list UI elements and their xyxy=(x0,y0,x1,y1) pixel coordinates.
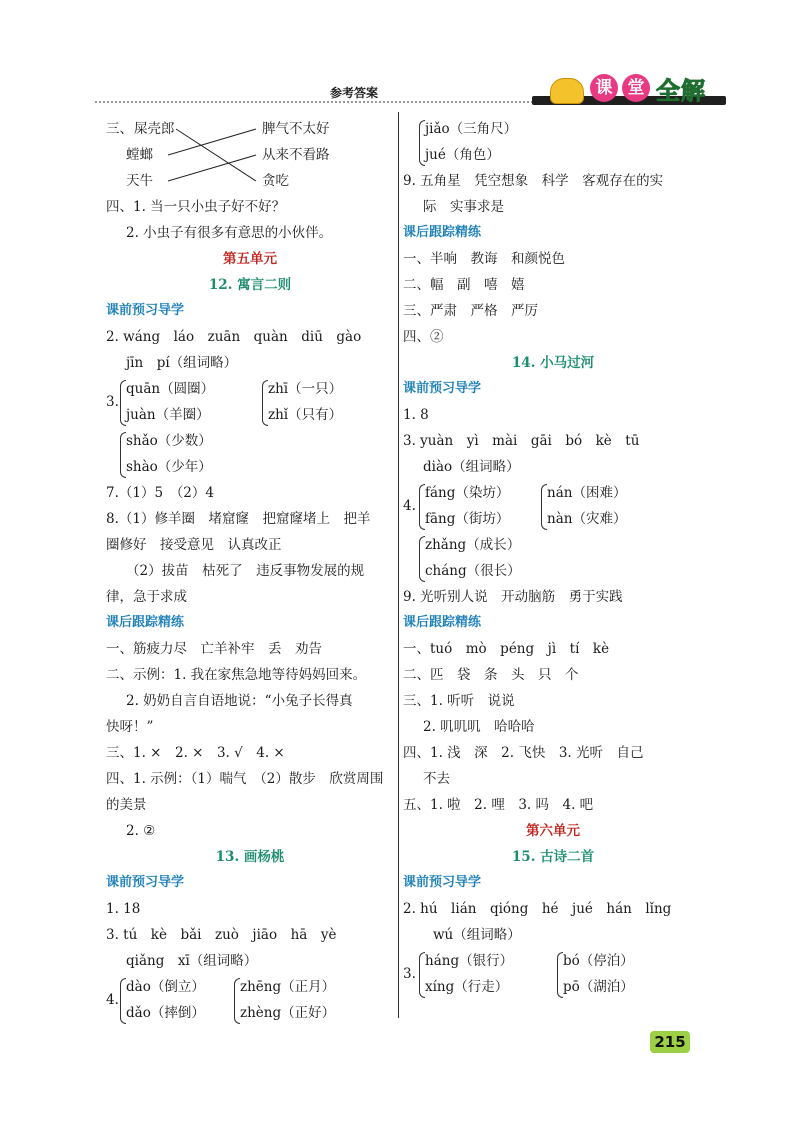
match-left-3: 天牛 xyxy=(126,173,153,189)
answer-line: 一、tuó mò péng jì tí kè xyxy=(403,641,610,657)
answer-line: 二、幅 副 嘻 嬉 xyxy=(403,277,525,293)
polyphone-group xyxy=(403,480,703,532)
answer-line: 律，急于求成 xyxy=(106,589,187,605)
answer-line: 快呀！” xyxy=(106,719,154,735)
polyphone: fāng（街坊） xyxy=(425,511,510,527)
lesson-title: 14. 小马过河 xyxy=(511,355,595,371)
answer-line: （2）拔苗 枯死了 违反事物发展的规 xyxy=(126,563,365,579)
answer-line: 2. ② xyxy=(126,823,156,839)
lesson-title: 12. 寓言二则 xyxy=(208,277,292,293)
answer-line: 的美景 xyxy=(106,797,147,813)
answer-line: 三、1. × 2. × 3. √ 4. × xyxy=(106,745,285,761)
answer-line: wú（组词略） xyxy=(433,927,521,943)
answer-line: qiǎng xī（组词略） xyxy=(126,953,258,969)
answer-line: 三、1. 听听 说说 xyxy=(403,693,515,709)
answer-line: 3. tú kè bǎi zuò jiāo hā yè xyxy=(106,927,337,943)
match-right-3: 贪吃 xyxy=(262,173,289,189)
section-heading: 课后跟踪精练 xyxy=(106,615,185,630)
brand-text: 全解 xyxy=(656,77,706,105)
polyphone: pō（湖泊） xyxy=(563,979,634,995)
polyphone: bó（停泊） xyxy=(563,953,634,969)
brand-char-1: 课 xyxy=(590,74,618,102)
answer-line: 三、严肃 严格 严厉 xyxy=(403,303,538,319)
polyphone: dào（倒立） xyxy=(126,979,205,995)
section-heading: 课前预习导学 xyxy=(403,381,482,396)
matching-answer xyxy=(106,116,394,194)
polyphone: nán（困难） xyxy=(547,485,627,501)
answer-line: 9. 光听别人说 开动脑筋 勇于实践 xyxy=(403,589,623,605)
answer-line: 2. 奶奶自言自语地说：“小兔子长得真 xyxy=(126,693,353,709)
column-divider xyxy=(398,112,399,1018)
answer-line: 四、1. 示例：（1）喘气 （2）散步 欣赏周围 xyxy=(106,771,384,787)
polyphone: fáng（染坊） xyxy=(425,485,510,501)
polyphone: nàn（灾难） xyxy=(547,511,627,527)
answer-line: jīn pí（组词略） xyxy=(126,355,238,371)
matching-lines xyxy=(168,116,262,194)
page-header-title: 参考答案 xyxy=(330,86,379,100)
answer-line: 2. hú lián qióng hé jué hán lǐng xyxy=(403,901,672,917)
answer-line: 圈修好 接受意见 认真改正 xyxy=(106,537,282,553)
item-number: 3. xyxy=(106,394,119,410)
polyphone-group xyxy=(106,428,394,480)
polyphone-group xyxy=(106,974,394,1026)
match-left-1: 屎壳郎 xyxy=(134,121,175,137)
answer-line: 一、筋疲力尽 亡羊补牢 丢 劝告 xyxy=(106,641,322,657)
answer-line: 二、示例：1. 我在家焦急地等待妈妈回来。 xyxy=(106,667,367,683)
lesson-title: 15. 古诗二首 xyxy=(511,849,595,865)
polyphone: dǎo（摔倒） xyxy=(126,1005,205,1021)
header-dotted-rule xyxy=(95,101,545,103)
answer-line: 3. yuàn yì mài gāi bó kè tū xyxy=(403,433,640,449)
section-heading: 课前预习导学 xyxy=(106,875,185,890)
answer-line: 不去 xyxy=(423,771,450,787)
polyphone: zhèng（正好） xyxy=(240,1005,336,1021)
polyphone: shào（少年） xyxy=(126,459,212,475)
answer-line: 2. 小虫子有很多有意思的小伙伴。 xyxy=(126,225,333,241)
brand-logo xyxy=(532,74,728,108)
answer-line: 二、匹 袋 条 头 只 个 xyxy=(403,667,579,683)
section-heading: 课后跟踪精练 xyxy=(403,225,482,240)
polyphone: quān（圆圈） xyxy=(126,381,215,397)
polyphone: shǎo（少数） xyxy=(126,433,212,449)
lesson-title: 13. 画杨桃 xyxy=(215,849,285,865)
answer-line: 2. wáng láo zuān quàn diū gào xyxy=(106,329,362,345)
item-number: 3. xyxy=(403,966,416,982)
answer-line: 1. 18 xyxy=(106,901,141,917)
polyphone: zhī（一只） xyxy=(268,381,343,397)
polyphone-group xyxy=(403,116,703,168)
unit-heading: 第五单元 xyxy=(223,251,277,267)
section-heading: 课后跟踪精练 xyxy=(403,615,482,630)
section-heading: 课前预习导学 xyxy=(403,875,482,890)
answer-line: 1. 8 xyxy=(403,407,429,423)
polyphone: zhēng（正月） xyxy=(240,979,336,995)
polyphone: jiǎo（三角尺） xyxy=(425,121,518,137)
answer-line: 四、② xyxy=(403,329,444,345)
polyphone: háng（银行） xyxy=(425,953,514,969)
polyphone-group xyxy=(403,532,703,584)
polyphone: xíng（行走） xyxy=(425,979,509,995)
match-left-2: 螳螂 xyxy=(126,147,153,163)
polyphone: juàn（羊圈） xyxy=(126,407,210,423)
left-column xyxy=(106,116,394,1026)
item-number: 4. xyxy=(403,498,416,514)
polyphone-group xyxy=(403,948,703,1000)
section-heading: 课前预习导学 xyxy=(106,303,185,318)
item-number: 4. xyxy=(106,992,119,1008)
brand-char-2: 堂 xyxy=(622,74,650,102)
answer-line: 8.（1）修羊圈 堵窟窿 把窟窿堵上 把羊 xyxy=(106,511,371,527)
polyphone: cháng（很长） xyxy=(425,563,521,579)
answer-line: 9. 五角星 凭空想象 科学 客观存在的实 xyxy=(403,173,664,189)
answer-line: 7.（1）5 （2）4 xyxy=(106,485,214,501)
page-number: 215 xyxy=(650,1031,690,1053)
match-right-1: 脾气不太好 xyxy=(262,121,330,137)
polyphone: zhǐ（只有） xyxy=(268,407,343,423)
bear-icon xyxy=(550,78,584,104)
polyphone: zhǎng（成长） xyxy=(425,537,521,553)
match-label: 三、 xyxy=(106,121,133,137)
answer-line: 际 实事求是 xyxy=(423,199,504,215)
answer-line: diào（组词略） xyxy=(423,459,520,475)
polyphone: jué（角色） xyxy=(425,147,500,163)
right-column xyxy=(403,116,703,1000)
answer-line: 2. 叽叽叽 哈哈哈 xyxy=(423,719,535,735)
answer-line: 一、半响 教诲 和颜悦色 xyxy=(403,251,565,267)
answer-line: 四、1. 当一只小虫子好不好？ xyxy=(106,199,286,215)
unit-heading: 第六单元 xyxy=(526,823,580,839)
polyphone-group xyxy=(106,376,394,428)
answer-line: 四、1. 浅 深 2. 飞快 3. 光听 自己 xyxy=(403,745,644,761)
answer-line: 五、1. 啦 2. 哩 3. 吗 4. 吧 xyxy=(403,797,594,813)
match-right-2: 从来不看路 xyxy=(262,147,330,163)
